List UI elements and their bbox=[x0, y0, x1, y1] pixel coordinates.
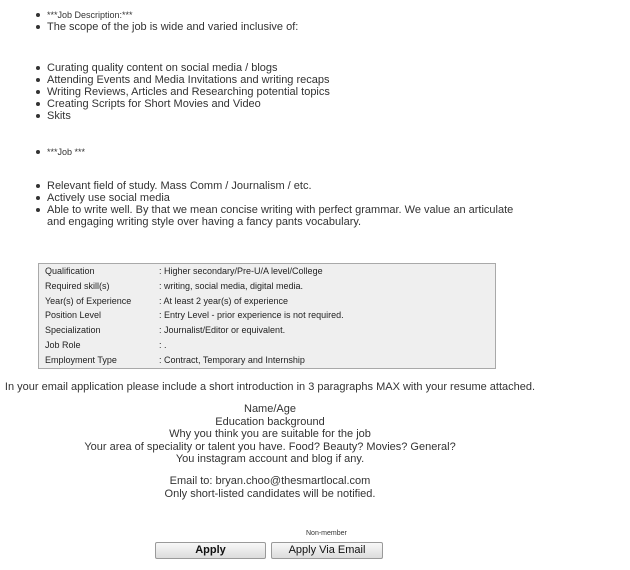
list-item: Attending Events and Media Invitations and writing recaps bbox=[35, 74, 330, 86]
shortlist-note: Only short-listed candidates will be notified. bbox=[164, 487, 376, 500]
requirements-list bbox=[35, 180, 527, 228]
application-note: In your email application please include a short introduction in 3 paragraphs MAX with your resume attached. bbox=[4, 381, 536, 393]
application-item: You instagram account and blog if any. bbox=[175, 453, 365, 465]
info-label: Employment Type bbox=[45, 354, 117, 365]
info-value: : writing, social media, digital media. bbox=[159, 280, 304, 291]
info-value: : At least 2 year(s) of experience bbox=[159, 295, 289, 306]
info-value: : Entry Level - prior experience is not required. bbox=[159, 310, 344, 321]
job-info-table bbox=[38, 263, 496, 369]
list-item: Curating quality content on social media / blogs bbox=[35, 62, 330, 74]
contact-block bbox=[0, 475, 540, 500]
info-value: : Contract, Temporary and Internship bbox=[159, 354, 305, 365]
info-value: : Higher secondary/Pre-U/A level/College bbox=[159, 266, 323, 276]
table-row bbox=[39, 264, 495, 279]
list-item: Able to write well. By that we mean concise writing with perfect grammar. We value an articulate and engaging writing style over having a fancy pants vocabulary. bbox=[35, 204, 527, 228]
info-label: Position Level bbox=[45, 310, 102, 321]
application-item: Name/Age bbox=[244, 403, 296, 415]
list-item: Skits bbox=[35, 110, 330, 122]
info-label: Specialization bbox=[45, 325, 101, 336]
table-row bbox=[39, 338, 495, 353]
list-item: Writing Reviews, Articles and Researching potential topics bbox=[35, 86, 330, 98]
table-row bbox=[39, 279, 495, 294]
application-item: Your area of speciality or talent you have. Food? Beauty? Movies? General? bbox=[84, 440, 456, 453]
info-value: : . bbox=[159, 339, 167, 350]
contact-email: Email to: bryan.choo@thesmartlocal.com bbox=[169, 475, 371, 487]
list-item: Actively use social media bbox=[35, 192, 527, 204]
info-label: Required skill(s) bbox=[45, 280, 110, 291]
job-description-intro-list bbox=[35, 9, 298, 33]
info-label: Year(s) of Experience bbox=[45, 295, 132, 306]
list-item bbox=[35, 9, 298, 21]
nonmember-label: Non-member bbox=[306, 530, 347, 537]
job-description-header: ***Job Description:*** bbox=[47, 10, 133, 20]
info-value: : Journalist/Editor or equivalent. bbox=[159, 325, 286, 336]
duties-list bbox=[35, 62, 330, 122]
list-item: Relevant field of study. Mass Comm / Journalism / etc. bbox=[35, 180, 527, 192]
list-item bbox=[35, 146, 85, 158]
application-item: Education background bbox=[215, 415, 325, 428]
apply-button[interactable]: Apply bbox=[155, 542, 266, 559]
application-item: Why you think you are suitable for the job bbox=[169, 428, 371, 440]
table-row bbox=[39, 294, 495, 309]
job-scope-intro: The scope of the job is wide and varied inclusive of: bbox=[47, 21, 299, 33]
apply-via-email-button[interactable]: Apply Via Email bbox=[271, 542, 383, 559]
job-requirements-header: ***Job *** bbox=[47, 147, 86, 157]
list-item bbox=[35, 21, 298, 33]
table-row bbox=[39, 308, 495, 323]
table-row bbox=[39, 353, 495, 368]
list-item: Creating Scripts for Short Movies and Video bbox=[35, 98, 330, 110]
info-label: Job Role bbox=[45, 339, 81, 350]
job-requirements-header-list bbox=[35, 146, 85, 158]
application-requirements bbox=[0, 403, 540, 466]
info-label: Qualification bbox=[45, 266, 95, 276]
table-row bbox=[39, 323, 495, 338]
